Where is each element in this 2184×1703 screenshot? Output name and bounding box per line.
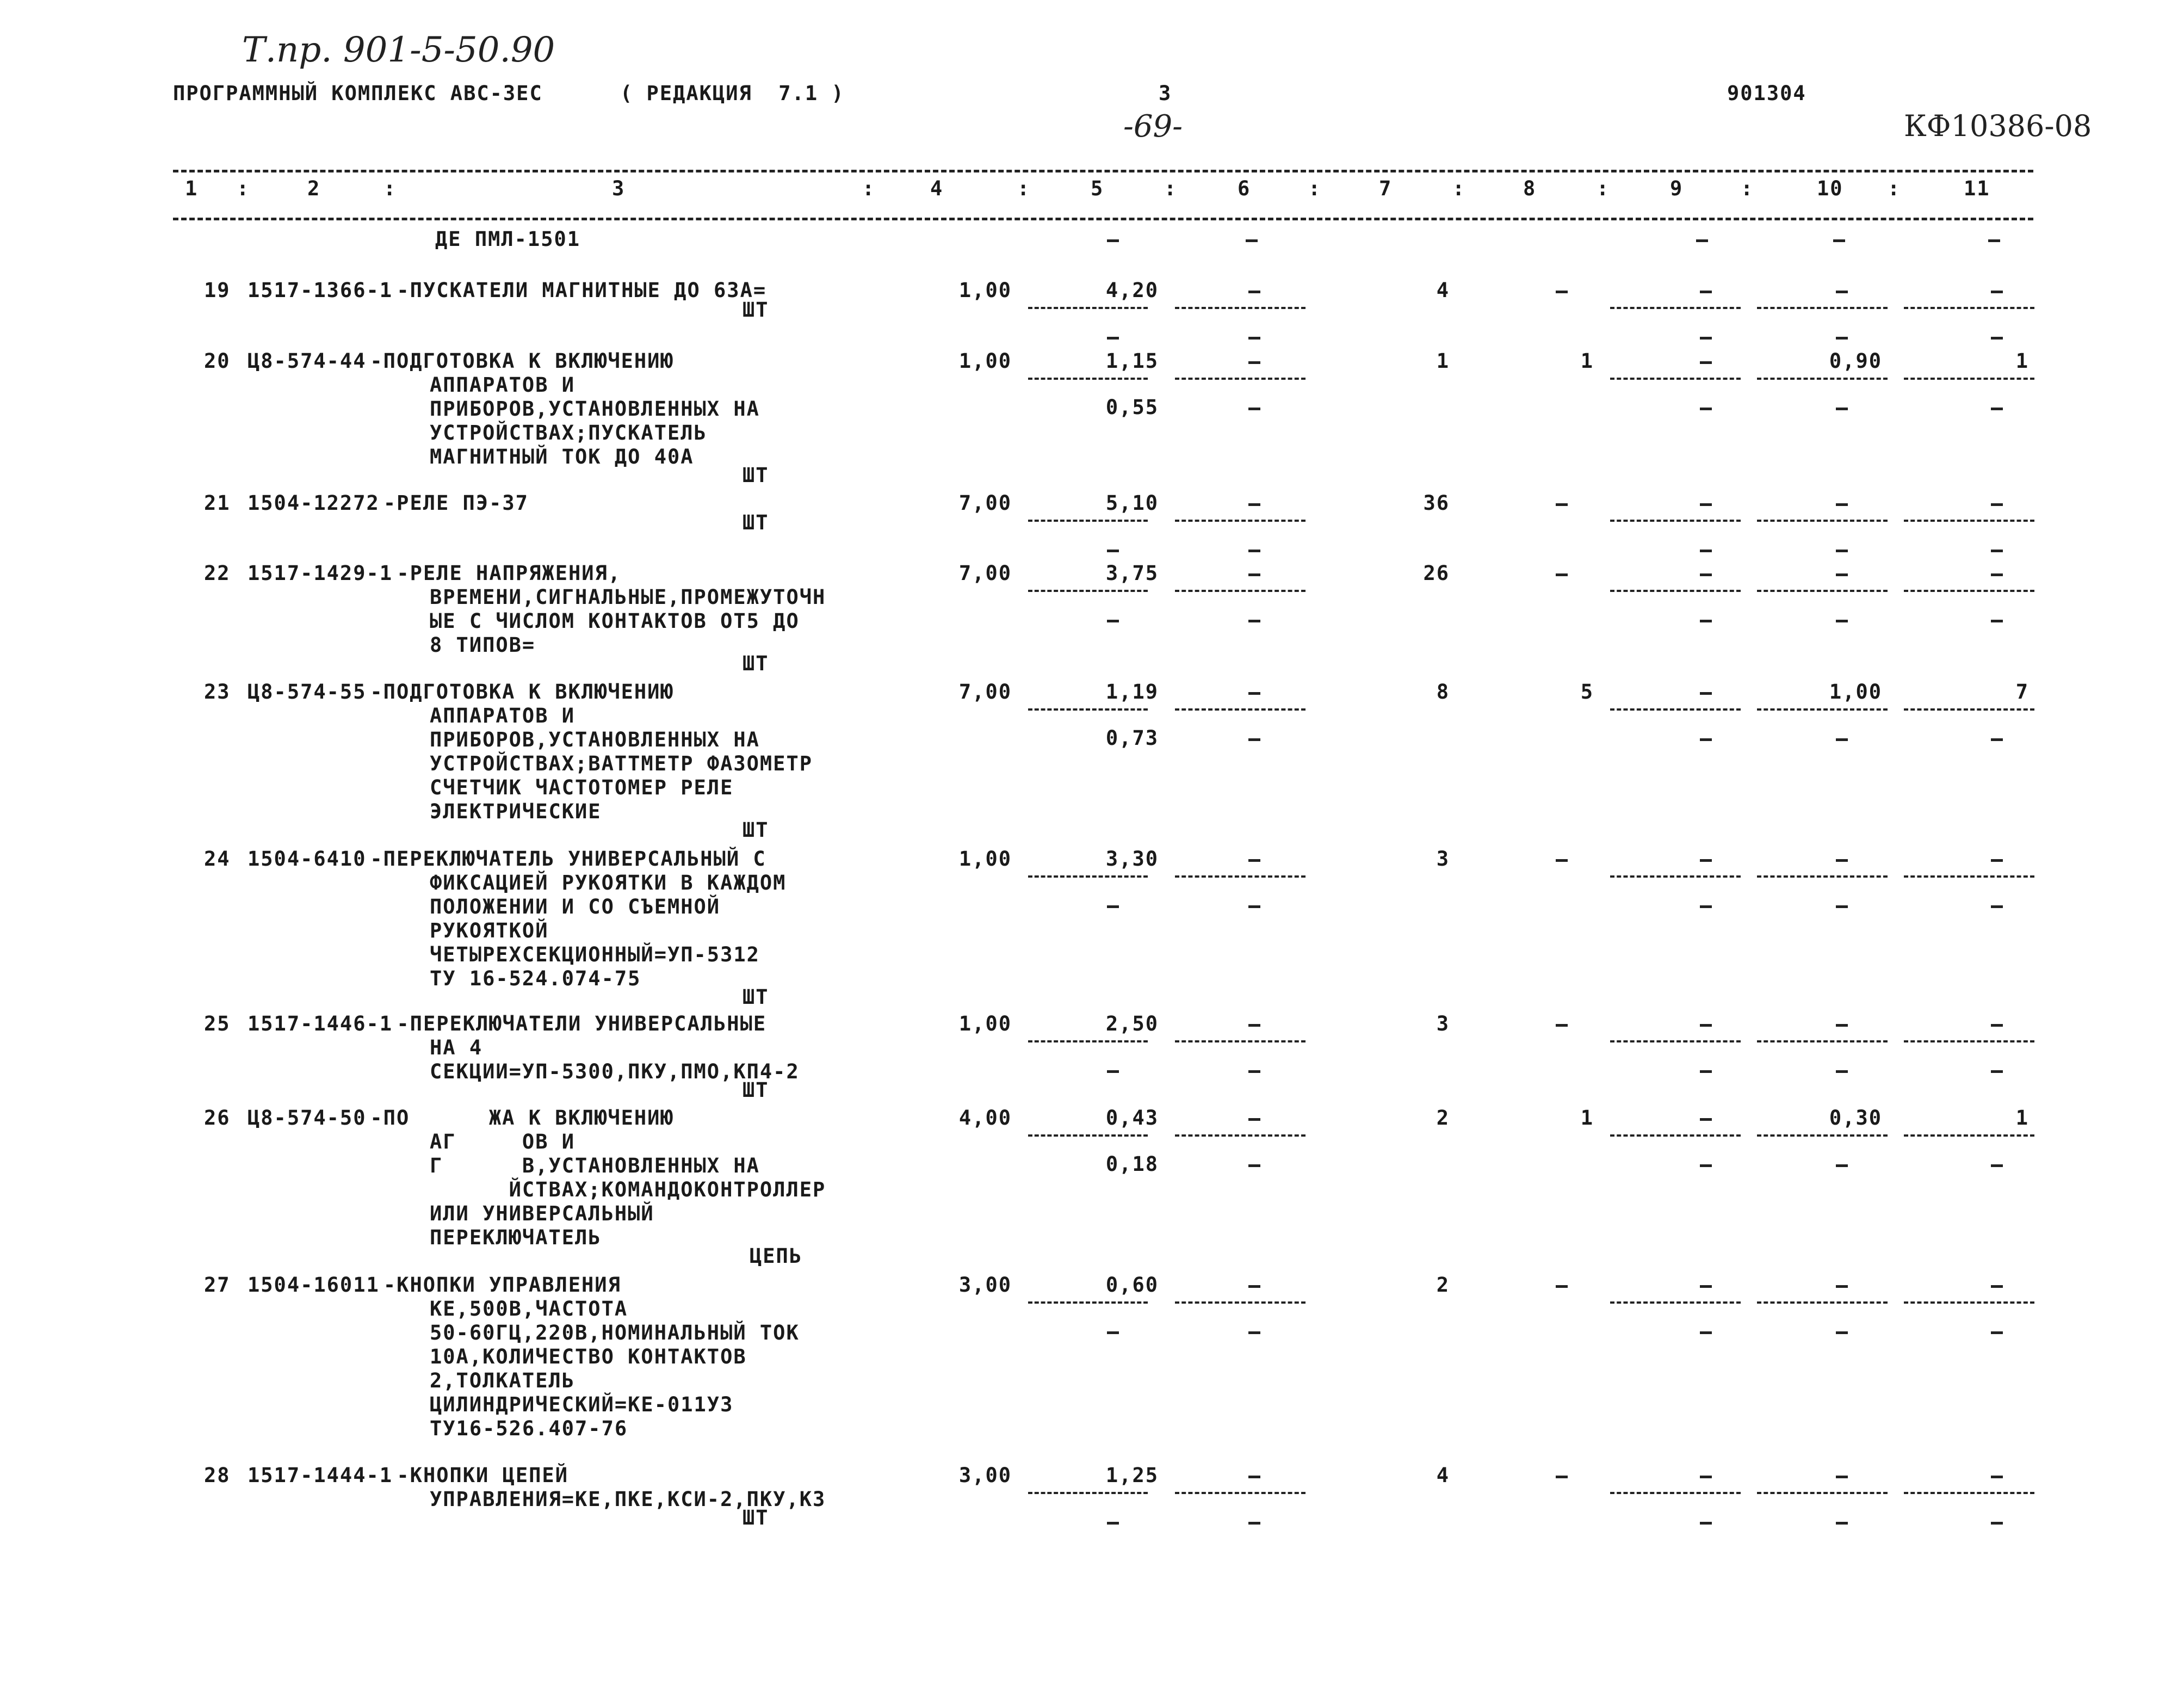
quantity-value: 3,00: [958, 1273, 1012, 1297]
dash-mark: [1836, 1070, 1848, 1073]
row-number: 26: [204, 1106, 231, 1130]
column-10-value: 0,30: [1829, 1106, 1882, 1130]
carry-over-text: ДЕ ПМЛ-1501: [435, 227, 581, 251]
underline-rule: [1904, 1492, 2034, 1494]
column-8-value: 5: [1580, 680, 1594, 704]
column-separator: :: [1452, 177, 1466, 200]
underline-rule: [1028, 520, 1148, 522]
row-description-line: 50-60ГЦ,220В,НОМИНАЛЬНЫЙ ТОК: [430, 1321, 800, 1344]
row-code: 1517-1446-1: [248, 1012, 393, 1035]
underline-rule: [1175, 1040, 1306, 1042]
dash-mark: [1991, 1522, 2003, 1525]
column-header-4: 4: [930, 177, 944, 200]
dash-mark: [1248, 1118, 1260, 1121]
row-unit: ШТ: [743, 511, 769, 534]
row-unit: ШТ: [743, 464, 769, 487]
column-11-value: 7: [2015, 680, 2029, 704]
dash-mark: [1700, 1476, 1712, 1478]
dash-mark: [1700, 859, 1712, 862]
underline-rule: [1610, 1492, 1741, 1494]
cost-column-5: 1,25: [1105, 1464, 1159, 1487]
row-description-line: -ПО ЖА К ВКЛЮЧЕНИЮ: [370, 1106, 674, 1130]
underline-rule: [1757, 378, 1888, 380]
dash-mark: [1700, 337, 1712, 340]
dash-mark: [1700, 503, 1712, 506]
dash-mark: [1248, 1070, 1260, 1073]
dash-mark: [1700, 692, 1712, 695]
row-description-line: ЦИЛИНДРИЧЕСКИЙ=КЕ-011У3: [430, 1393, 734, 1416]
dash-mark: [1248, 1522, 1260, 1525]
column-7-value: 3: [1436, 1012, 1450, 1035]
dash-mark: [1248, 361, 1260, 364]
dash-mark: [1991, 1164, 2003, 1167]
dash-mark: [1836, 1331, 1848, 1334]
column-7-value: 3: [1436, 847, 1450, 871]
cost-column-5: 0,60: [1105, 1273, 1159, 1297]
quantity-value: 4,00: [958, 1106, 1012, 1130]
doc-stamp-code: КФ10386-08: [1904, 109, 2092, 143]
underline-rule: [1028, 708, 1148, 711]
cost-column-5-secondary: 0,18: [1105, 1152, 1159, 1176]
underline-rule: [1175, 1492, 1306, 1494]
dash-mark: [1991, 291, 2003, 293]
dash-mark: [1836, 503, 1848, 506]
row-description-line: Г В,УСТАНОВЛЕННЫХ НА: [430, 1154, 760, 1177]
column-7-value: 8: [1436, 680, 1450, 704]
row-description-line: ПОЛОЖЕНИИ И СО СЪЕМНОЙ: [430, 895, 721, 918]
row-code: Ц8-574-55: [248, 680, 367, 704]
row-description-line: ПЕРЕКЛЮЧАТЕЛЬ: [430, 1226, 602, 1249]
column-header-2: 2: [307, 177, 321, 200]
dash-mark: [1991, 408, 2003, 410]
cost-column-5: 1,19: [1105, 680, 1159, 704]
carry-dash: [1833, 239, 1845, 242]
column-separator: :: [1597, 177, 1610, 200]
quantity-value: 1,00: [958, 847, 1012, 871]
dash-mark: [1107, 1331, 1119, 1334]
row-description-line: ТУ16-526.407-76: [430, 1417, 628, 1440]
row-description-line: -ПУСКАТЕЛИ МАГНИТНЫЕ ДО 63А=: [397, 279, 767, 302]
dash-mark: [1248, 291, 1260, 293]
row-number: 25: [204, 1012, 231, 1035]
underline-rule: [1028, 1040, 1148, 1042]
underline-rule: [1175, 875, 1306, 878]
dash-mark: [1248, 550, 1260, 552]
row-description-line: 10А,КОЛИЧЕСТВО КОНТАКТОВ: [430, 1345, 747, 1368]
row-code: 1504-6410: [248, 847, 367, 871]
dash-mark: [1836, 1522, 1848, 1525]
cost-column-5: 5,10: [1105, 491, 1159, 515]
row-unit: ШТ: [743, 818, 769, 842]
underline-rule: [1028, 307, 1148, 309]
dash-mark: [1107, 905, 1119, 908]
dash-mark: [1248, 503, 1260, 506]
row-number: 22: [204, 562, 231, 585]
row-unit: ШТ: [743, 298, 769, 322]
underline-rule: [1610, 1134, 1741, 1137]
dash-mark: [1107, 620, 1119, 622]
dash-mark: [1556, 859, 1568, 862]
row-description-line: ПРИБОРОВ,УСТАНОВЛЕННЫХ НА: [430, 728, 760, 751]
dash-mark: [1700, 291, 1712, 293]
column-separator: :: [862, 177, 876, 200]
row-description-line: -РЕЛЕ ПЭ-37: [383, 491, 529, 515]
dash-mark: [1248, 738, 1260, 741]
column-11-value: 1: [2015, 1106, 2029, 1130]
row-description-line: СЧЕТЧИК ЧАСТОТОМЕР РЕЛЕ: [430, 776, 734, 799]
row-description-line: УПРАВЛЕНИЯ=КЕ,ПКЕ,КСИ-2,ПКУ,КЗ: [430, 1488, 826, 1511]
underline-rule: [1610, 520, 1741, 522]
dash-mark: [1107, 337, 1119, 340]
underline-rule: [1757, 875, 1888, 878]
row-description-line: ТУ 16-524.074-75: [430, 967, 641, 990]
cost-column-5-secondary: 0,73: [1105, 726, 1159, 750]
row-code: 1517-1444-1: [248, 1464, 393, 1487]
row-description-line: ЭЛЕКТРИЧЕСКИЕ: [430, 800, 602, 823]
dash-mark: [1991, 738, 2003, 741]
row-description-line: МАГНИТНЫЙ ТОК ДО 40А: [430, 445, 694, 468]
dash-mark: [1700, 738, 1712, 741]
column-header-7: 7: [1379, 177, 1393, 200]
dash-mark: [1991, 1070, 2003, 1073]
row-description-line: -РЕЛЕ НАПРЯЖЕНИЯ,: [397, 562, 622, 585]
row-code: 1517-1429-1: [248, 562, 393, 585]
row-code: 1504-16011: [248, 1273, 380, 1297]
row-number: 28: [204, 1464, 231, 1487]
row-description-line: -ПОДГОТОВКА К ВКЛЮЧЕНИЮ: [370, 349, 674, 373]
dash-mark: [1836, 1164, 1848, 1167]
underline-rule: [1904, 708, 2034, 711]
underline-rule: [1610, 1040, 1741, 1042]
row-number: 23: [204, 680, 231, 704]
row-description-line: УСТРОЙСТВАХ;ВАТТМЕТР ФАЗОМЕТР: [430, 752, 813, 775]
dash-mark: [1700, 1024, 1712, 1027]
quantity-value: 1,00: [958, 279, 1012, 302]
dash-mark: [1836, 337, 1848, 340]
column-separator: :: [1888, 177, 1901, 200]
column-separator: :: [1741, 177, 1754, 200]
handwritten-reference: Т.пр. 901-5-50.90: [242, 30, 555, 70]
dash-mark: [1991, 1024, 2003, 1027]
row-code: Ц8-574-50: [248, 1106, 367, 1130]
row-description-line: НА 4: [430, 1036, 483, 1059]
underline-rule: [1028, 378, 1148, 380]
dash-mark: [1248, 408, 1260, 410]
underline-rule: [1028, 1301, 1148, 1304]
dash-mark: [1836, 550, 1848, 552]
underline-rule: [1757, 1040, 1888, 1042]
underline-rule: [1610, 875, 1741, 878]
underline-rule: [1028, 1134, 1148, 1137]
row-description-line: ПРИБОРОВ,УСТАНОВЛЕННЫХ НА: [430, 397, 760, 421]
dash-mark: [1556, 291, 1568, 293]
column-7-value: 4: [1436, 1464, 1450, 1487]
column-7-value: 1: [1436, 349, 1450, 373]
dash-mark: [1700, 1522, 1712, 1525]
dash-mark: [1556, 1476, 1568, 1478]
dash-mark: [1836, 1024, 1848, 1027]
dash-mark: [1836, 859, 1848, 862]
row-description-line: СЕКЦИИ=УП-5300,ПКУ,ПМО,КП4-2: [430, 1060, 800, 1083]
row-description-line: ВРЕМЕНИ,СИГНАЛЬНЫЕ,ПРОМЕЖУТОЧН: [430, 585, 826, 609]
dash-mark: [1836, 1285, 1848, 1288]
row-description-line: ЙСТВАХ;КОМАНДОКОНТРОЛЛЕР: [430, 1178, 826, 1201]
dash-mark: [1556, 1024, 1568, 1027]
dash-mark: [1991, 859, 2003, 862]
dash-mark: [1836, 408, 1848, 410]
row-description-line: АППАРАТОВ И: [430, 373, 576, 397]
row-unit: ШТ: [743, 652, 769, 675]
row-description-line: -ПЕРЕКЛЮЧАТЕЛЬ УНИВЕРСАЛЬНЫЙ С: [370, 847, 766, 871]
column-10-value: 0,90: [1829, 349, 1882, 373]
edition-label: ( РЕДАКЦИЯ 7.1 ): [620, 82, 845, 105]
dash-mark: [1556, 1285, 1568, 1288]
row-description-line: -КНОПКИ УПРАВЛЕНИЯ: [383, 1273, 621, 1297]
dash-mark: [1556, 573, 1568, 576]
dash-mark: [1991, 905, 2003, 908]
dash-mark: [1700, 905, 1712, 908]
underline-rule: [1610, 1301, 1741, 1304]
underline-rule: [1757, 520, 1888, 522]
sheet-number: 3: [1159, 82, 1172, 105]
underline-rule: [1028, 875, 1148, 878]
dash-mark: [1700, 1285, 1712, 1288]
row-code: 1504-12272: [248, 491, 380, 515]
row-code: Ц8-574-44: [248, 349, 367, 373]
underline-rule: [1757, 1134, 1888, 1137]
column-header-11: 11: [1964, 177, 1990, 200]
dash-mark: [1836, 738, 1848, 741]
dash-mark: [1991, 573, 2003, 576]
dash-mark: [1836, 620, 1848, 622]
column-separator: :: [1308, 177, 1322, 200]
cost-column-5: 0,43: [1105, 1106, 1159, 1130]
row-description-line: 8 ТИПОВ=: [430, 633, 536, 657]
dash-mark: [1248, 620, 1260, 622]
row-unit: ЦЕПЬ: [750, 1244, 803, 1268]
underline-rule: [1904, 875, 2034, 878]
dash-mark: [1700, 361, 1712, 364]
underline-rule: [1610, 307, 1741, 309]
underline-rule: [1610, 590, 1741, 592]
dash-mark: [1700, 573, 1712, 576]
quantity-value: 7,00: [958, 491, 1012, 515]
underline-rule: [1175, 307, 1306, 309]
page-number: -69-: [1123, 109, 1183, 144]
column-header-3: 3: [612, 177, 626, 200]
row-number: 21: [204, 491, 231, 515]
dash-mark: [1248, 573, 1260, 576]
underline-rule: [1028, 1492, 1148, 1494]
column-8-value: 1: [1580, 349, 1594, 373]
column-separator: :: [1017, 177, 1031, 200]
row-description-line: ЫЕ С ЧИСЛОМ КОНТАКТОВ ОТ5 ДО: [430, 609, 800, 633]
dash-mark: [1248, 692, 1260, 695]
dash-mark: [1248, 1024, 1260, 1027]
column-header-6: 6: [1238, 177, 1251, 200]
dash-mark: [1836, 573, 1848, 576]
dash-mark: [1556, 503, 1568, 506]
row-code: 1517-1366-1: [248, 279, 393, 302]
underline-rule: [1757, 1301, 1888, 1304]
column-10-value: 1,00: [1829, 680, 1882, 704]
dash-mark: [1991, 503, 2003, 506]
row-description-line: КЕ,500В,ЧАСТОТА: [430, 1297, 628, 1321]
row-description-line: РУКОЯТКОЙ: [430, 919, 549, 942]
dash-mark: [1248, 1331, 1260, 1334]
header-bottom-rule: [173, 218, 2033, 220]
row-unit: ШТ: [743, 1078, 769, 1102]
row-description-line: -ПОДГОТОВКА К ВКЛЮЧЕНИЮ: [370, 680, 674, 704]
quantity-value: 1,00: [958, 349, 1012, 373]
dash-mark: [1700, 1118, 1712, 1121]
dash-mark: [1700, 1164, 1712, 1167]
underline-rule: [1904, 1040, 2034, 1042]
dash-mark: [1836, 1476, 1848, 1478]
carry-dash: [1988, 239, 2000, 242]
underline-rule: [1175, 1134, 1306, 1137]
cost-column-5-secondary: 0,55: [1105, 396, 1159, 419]
row-description-line: УСТРОЙСТВАХ;ПУСКАТЕЛЬ: [430, 421, 707, 445]
quantity-value: 7,00: [958, 680, 1012, 704]
dash-mark: [1836, 291, 1848, 293]
underline-rule: [1904, 378, 2034, 380]
dash-mark: [1248, 337, 1260, 340]
dash-mark: [1991, 1331, 2003, 1334]
dash-mark: [1248, 905, 1260, 908]
underline-rule: [1904, 590, 2034, 592]
underline-rule: [1757, 590, 1888, 592]
dash-mark: [1700, 620, 1712, 622]
row-number: 24: [204, 847, 231, 871]
column-7-value: 36: [1423, 491, 1450, 515]
underline-rule: [1757, 708, 1888, 711]
row-description-line: АГ ОВ И: [430, 1130, 576, 1153]
program-title: ПРОГРАММНЫЙ КОМПЛЕКС АВС-ЗЕС: [173, 82, 543, 105]
cost-column-5: 4,20: [1105, 279, 1159, 302]
dash-mark: [1836, 905, 1848, 908]
underline-rule: [1610, 708, 1741, 711]
underline-rule: [1904, 1134, 2034, 1137]
cost-column-5: 3,75: [1105, 562, 1159, 585]
column-7-value: 4: [1436, 279, 1450, 302]
dash-mark: [1700, 1070, 1712, 1073]
underline-rule: [1904, 1301, 2034, 1304]
underline-rule: [1175, 708, 1306, 711]
column-separator: :: [1164, 177, 1178, 200]
dash-mark: [1700, 550, 1712, 552]
underline-rule: [1175, 520, 1306, 522]
document-code: 901304: [1727, 82, 1806, 105]
underline-rule: [1904, 307, 2034, 309]
row-number: 19: [204, 279, 231, 302]
cost-column-5: 2,50: [1105, 1012, 1159, 1035]
row-description-line: -ПЕРЕКЛЮЧАТЕЛИ УНИВЕРСАЛЬНЫЕ: [397, 1012, 767, 1035]
dash-mark: [1248, 1476, 1260, 1478]
carry-dash: [1696, 239, 1708, 242]
column-separator: :: [237, 177, 250, 200]
underline-rule: [1610, 378, 1741, 380]
carry-dash: [1107, 239, 1119, 242]
underline-rule: [1904, 520, 2034, 522]
column-7-value: 2: [1436, 1273, 1450, 1297]
dash-mark: [1248, 859, 1260, 862]
column-separator: :: [383, 177, 397, 200]
row-description-line: ФИКСАЦИЕЙ РУКОЯТКИ В КАЖДОМ: [430, 871, 787, 894]
column-7-value: 26: [1423, 562, 1450, 585]
underline-rule: [1757, 1492, 1888, 1494]
dash-mark: [1107, 550, 1119, 552]
dash-mark: [1248, 1164, 1260, 1167]
column-header-10: 10: [1817, 177, 1843, 200]
dash-mark: [1991, 550, 2003, 552]
column-header-9: 9: [1670, 177, 1684, 200]
row-description-line: ИЛИ УНИВЕРСАЛЬНЫЙ: [430, 1202, 654, 1225]
carry-dash: [1246, 239, 1258, 242]
cost-column-5: 3,30: [1105, 847, 1159, 871]
cost-column-5: 1,15: [1105, 349, 1159, 373]
underline-rule: [1757, 307, 1888, 309]
dash-mark: [1991, 1285, 2003, 1288]
column-8-value: 1: [1580, 1106, 1594, 1130]
row-number: 27: [204, 1273, 231, 1297]
row-description-line: 2,ТОЛКАТЕЛЬ: [430, 1369, 576, 1392]
dash-mark: [1700, 1331, 1712, 1334]
row-description-line: ЧЕТЫРЕХСЕКЦИОННЫЙ=УП-5312: [430, 943, 760, 966]
header-top-rule: [173, 170, 2033, 172]
column-header-1: 1: [185, 177, 199, 200]
quantity-value: 3,00: [958, 1464, 1012, 1487]
dash-mark: [1248, 1285, 1260, 1288]
row-description-line: АППАРАТОВ И: [430, 704, 576, 727]
dash-mark: [1991, 620, 2003, 622]
quantity-value: 7,00: [958, 562, 1012, 585]
column-11-value: 1: [2015, 349, 2029, 373]
column-7-value: 2: [1436, 1106, 1450, 1130]
underline-rule: [1175, 590, 1306, 592]
dash-mark: [1700, 408, 1712, 410]
column-header-8: 8: [1523, 177, 1537, 200]
dash-mark: [1107, 1070, 1119, 1073]
column-header-5: 5: [1091, 177, 1104, 200]
row-number: 20: [204, 349, 231, 373]
underline-rule: [1175, 1301, 1306, 1304]
row-description-line: -КНОПКИ ЦЕПЕЙ: [397, 1464, 568, 1487]
quantity-value: 1,00: [958, 1012, 1012, 1035]
dash-mark: [1991, 337, 2003, 340]
dash-mark: [1107, 1522, 1119, 1525]
underline-rule: [1175, 378, 1306, 380]
underline-rule: [1028, 590, 1148, 592]
dash-mark: [1991, 1476, 2003, 1478]
row-unit: ШТ: [743, 1506, 769, 1529]
row-unit: ШТ: [743, 985, 769, 1009]
